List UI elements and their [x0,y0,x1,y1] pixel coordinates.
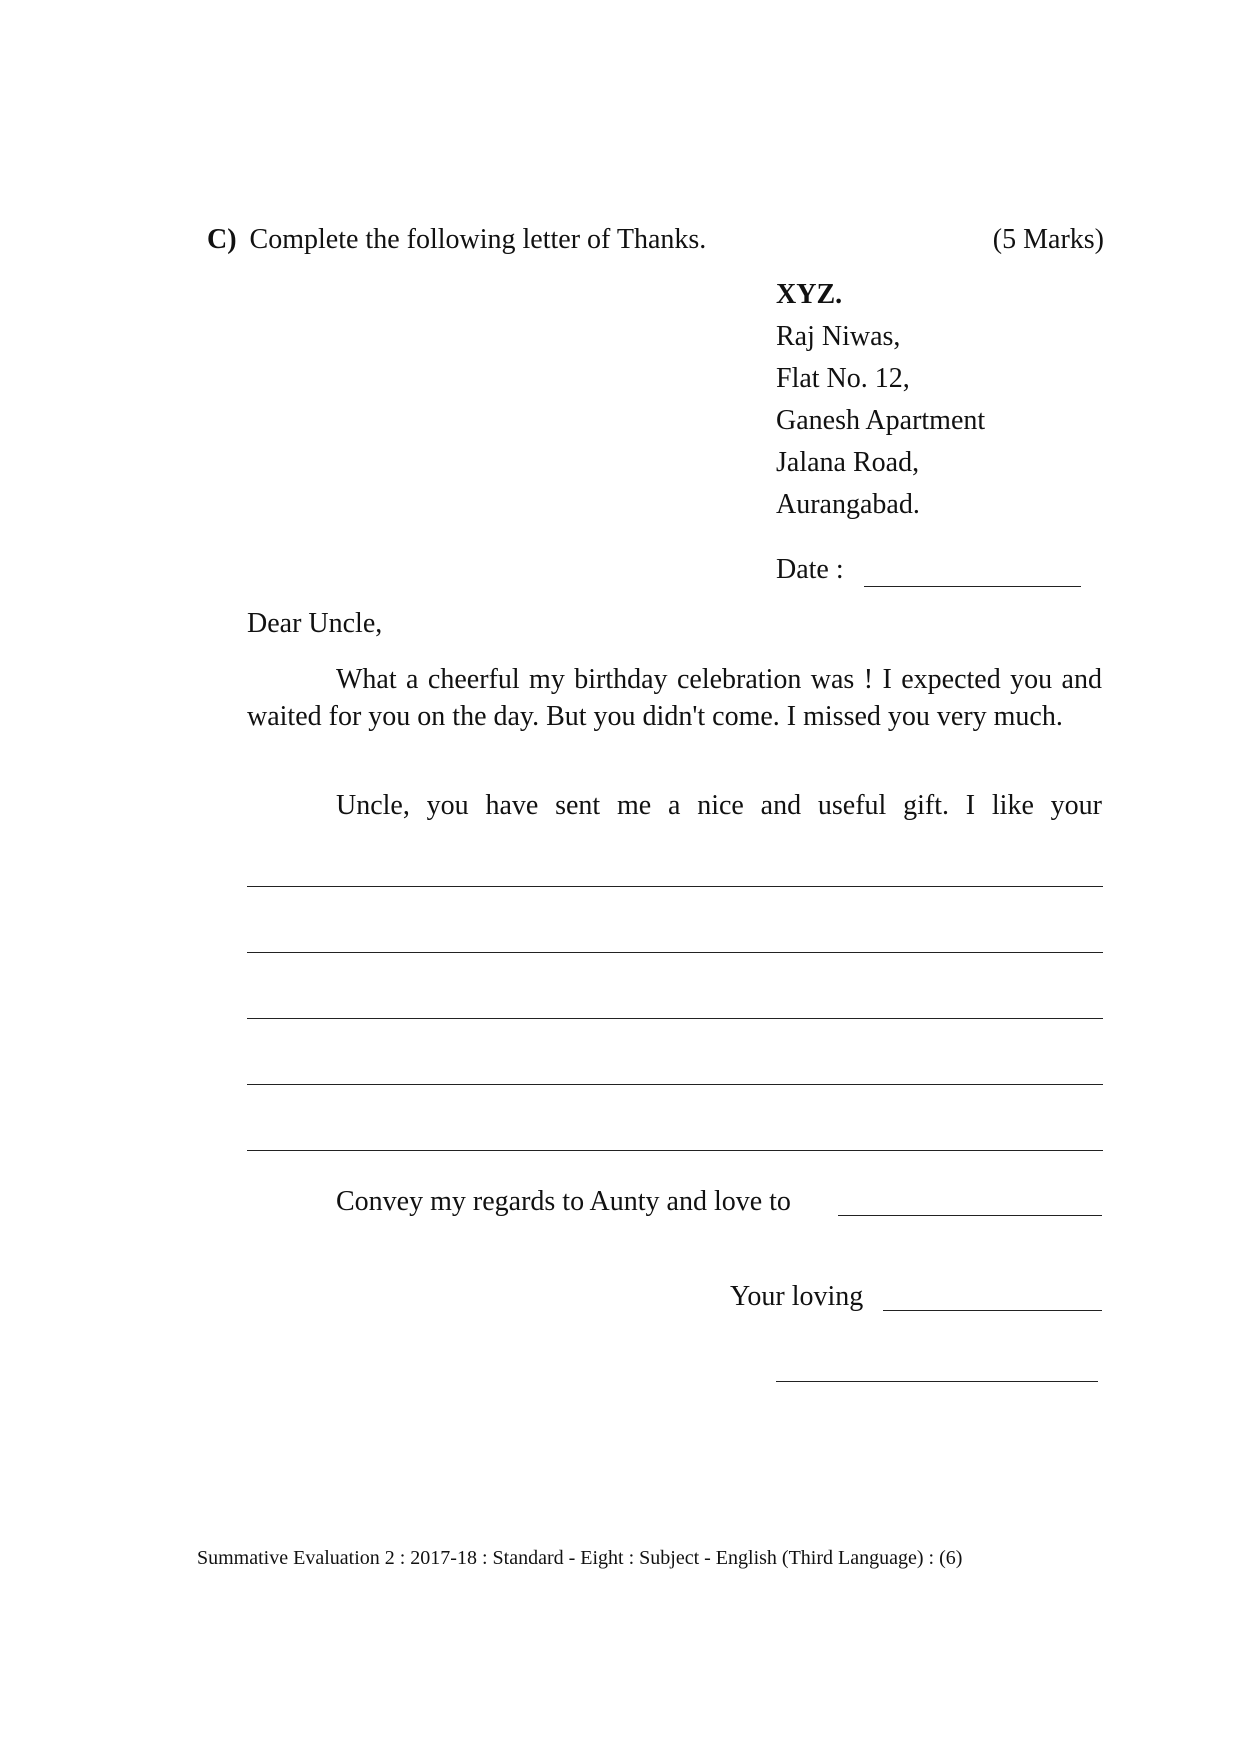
date-blank[interactable] [864,586,1081,587]
question-marks: (5 Marks) [992,224,1104,255]
question-header [207,223,706,257]
sender-name: XYZ. [776,279,843,310]
sign-off-blank[interactable] [883,1310,1102,1311]
date-label: Date : [776,554,844,585]
writing-line[interactable] [247,1084,1103,1085]
sign-off: Your loving [730,1281,864,1312]
paragraph-2: Uncle, you have sent me a nice and useful gift. I like your [336,790,1102,821]
writing-line[interactable] [247,1150,1103,1151]
closing-line: Convey my regards to Aunty and love to [336,1186,791,1217]
address-line-1: Raj Niwas, [776,321,901,352]
writing-line[interactable] [247,886,1103,887]
question-text: Complete the following letter of Thanks. [249,224,707,255]
paragraph-1: What a cheerful my birthday celebration was ! I expected you and waited for you on the day. But you didn't come. I missed you very much. [247,664,1102,732]
salutation: Dear Uncle, [247,608,383,639]
writing-line[interactable] [247,952,1103,953]
address-line-3: Ganesh Apartment [776,405,986,436]
address-line-4: Jalana Road, [776,447,920,478]
writing-line[interactable] [247,1018,1103,1019]
address-line-5: Aurangabad. [776,489,920,520]
love-to-blank[interactable] [838,1215,1102,1216]
signature-blank[interactable] [776,1381,1098,1382]
address-line-2: Flat No. 12, [776,363,910,394]
page-footer: Summative Evaluation 2 : 2017-18 : Standard - Eight : Subject - English (Third Language) : (6) [197,1547,963,1569]
question-label: C) [207,224,237,255]
